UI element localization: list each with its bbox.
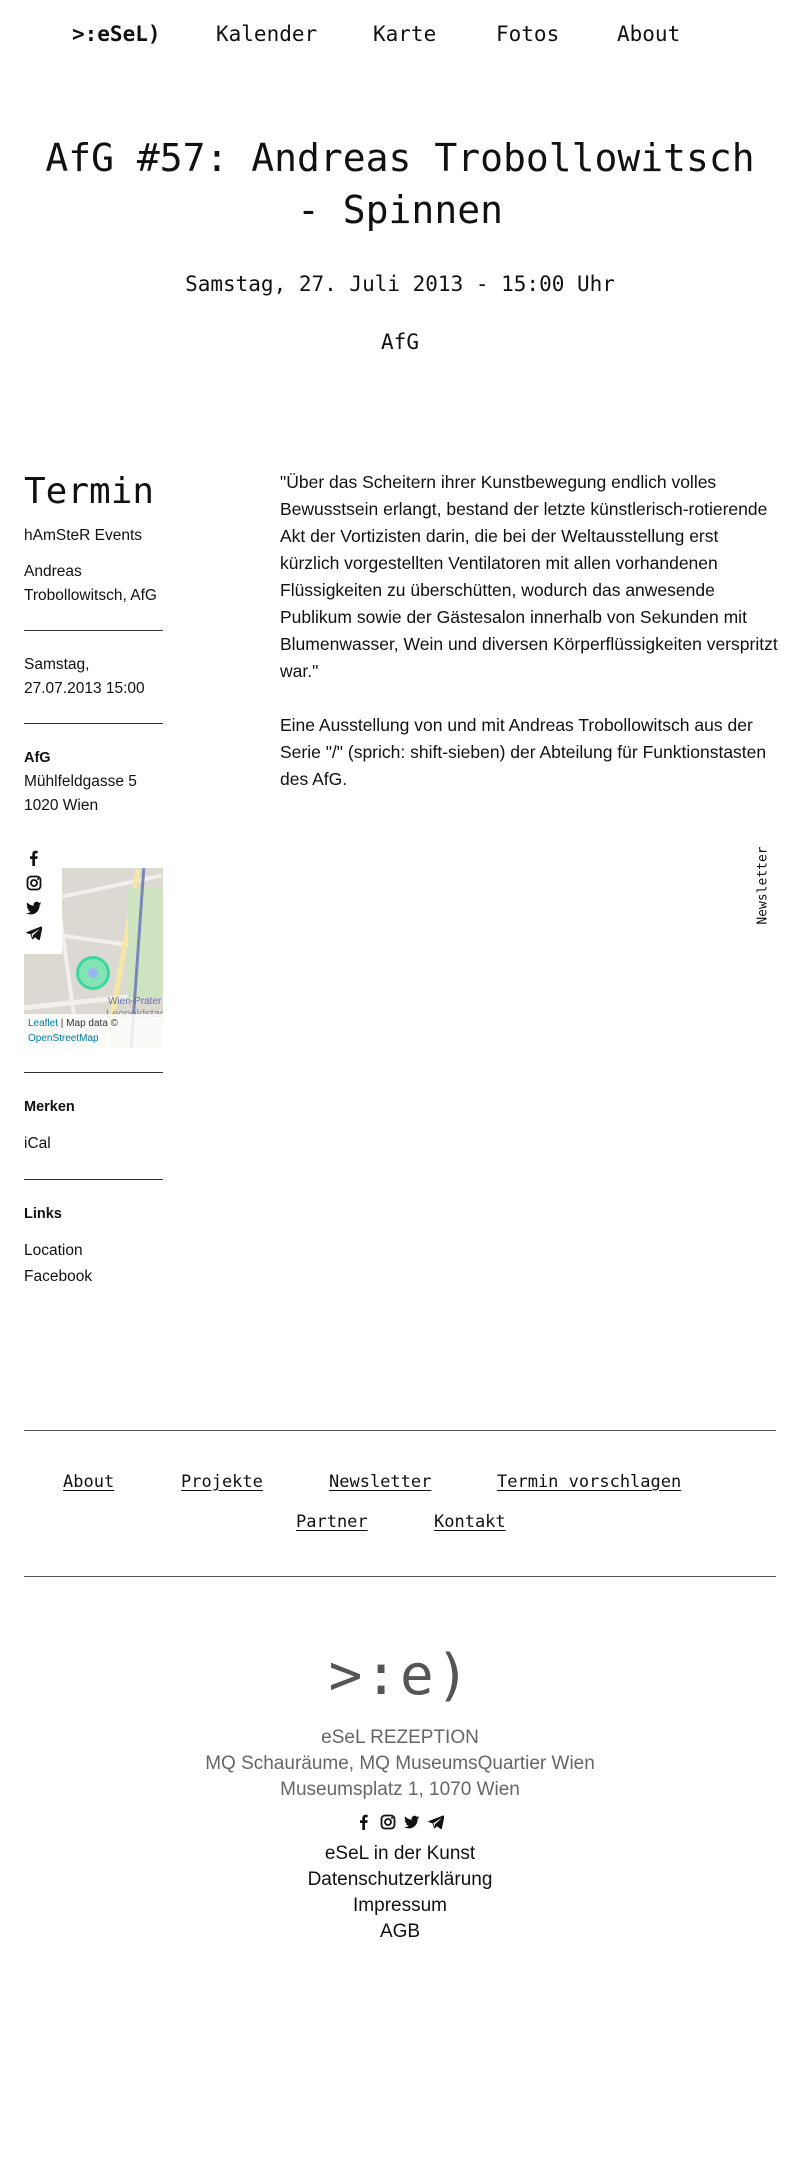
map-attribution bbox=[24, 1014, 163, 1048]
event-category: hAmSteR Events bbox=[24, 527, 143, 544]
footer-org-name: eSeL REZEPTION bbox=[321, 1727, 479, 1748]
telegram-icon[interactable] bbox=[26, 925, 42, 941]
divider bbox=[24, 630, 163, 631]
footer-logo: >:e) bbox=[328, 1643, 472, 1708]
top-navigation bbox=[0, 22, 800, 52]
venue-city: 1020 Wien bbox=[24, 797, 99, 814]
nav-item-kalender[interactable]: Kalender bbox=[216, 22, 318, 46]
map-label-prater: Wien-Prater bbox=[108, 996, 162, 1007]
twitter-icon[interactable] bbox=[26, 900, 42, 916]
footer-social-icons bbox=[356, 1814, 446, 1834]
event-sidebar bbox=[24, 470, 164, 818]
twitter-icon[interactable] bbox=[404, 1814, 420, 1830]
sidebar-lower bbox=[24, 1072, 164, 1290]
leaflet-link[interactable]: Leaflet bbox=[28, 1018, 59, 1029]
map-attribution-text: | Map data © bbox=[58, 1018, 119, 1029]
event-description bbox=[280, 469, 780, 820]
event-date: Samstag, 27. Juli 2013 - 15:00 Uhr bbox=[185, 272, 615, 296]
event-organizer: AfG bbox=[381, 330, 419, 354]
footer-link-partner[interactable]: Partner bbox=[296, 1512, 368, 1532]
newsletter-tab-label: Newsletter bbox=[755, 846, 771, 925]
footer-link-datenschutz[interactable]: Datenschutzerklärung bbox=[307, 1869, 493, 1890]
divider bbox=[24, 1179, 163, 1180]
merken-heading: Merken bbox=[24, 1099, 75, 1115]
footer-address-line1: MQ Schauräume, MQ MuseumsQuartier Wien bbox=[205, 1753, 595, 1774]
facebook-link[interactable]: Facebook bbox=[24, 1268, 93, 1285]
footer-divider-bottom bbox=[24, 1576, 776, 1577]
venue-street: Mühlfeldgasse 5 bbox=[24, 773, 137, 790]
instagram-icon[interactable] bbox=[380, 1814, 396, 1830]
divider bbox=[24, 723, 163, 724]
newsletter-tab[interactable] bbox=[752, 848, 774, 928]
footer-link-newsletter[interactable]: Newsletter bbox=[329, 1472, 432, 1492]
footer-link-impressum[interactable]: Impressum bbox=[353, 1895, 447, 1916]
venue-name: AfG bbox=[24, 750, 51, 766]
site-logo[interactable]: >:eSeL) bbox=[72, 22, 161, 46]
sidebar-heading: Termin bbox=[24, 471, 155, 512]
footer-link-esel-in-der-kunst[interactable]: eSeL in der Kunst bbox=[324, 1843, 476, 1864]
description-paragraph: Eine Ausstellung von und mit Andreas Trobollowitsch aus der Serie "/" (sprich: shift-sieben) der Abteilung für Funktionstasten des AfG. bbox=[280, 715, 767, 789]
footer-link-about[interactable]: About bbox=[63, 1472, 115, 1492]
event-title: AfG #57: Andreas Trobollowitsch - Spinnen bbox=[45, 136, 755, 232]
facebook-icon[interactable] bbox=[26, 850, 42, 866]
footer-divider-top bbox=[24, 1430, 776, 1431]
event-people: Andreas Trobollowitsch, AfG bbox=[24, 563, 157, 604]
description-paragraph: "Über das Scheitern ihrer Kunstbewegung endlich volles Bewusstsein erlangt, bestand der letzte künstlerisch-rotierende Akt der Vortizisten darin, die bei der Weltausstellung erst kürzlich vorgestellten Ventilatoren mit allen vorhandenen Flüssigkeiten zu überschütten, wodurch das anwesende Publikum sowie der Gästesalon innerhalb von Sekunden mit Blumenwasser, Wein und diversen Körperflüssigkeiten verspritzt war." bbox=[280, 472, 778, 681]
footer-address-line2: Museumsplatz 1, 1070 Wien bbox=[280, 1779, 520, 1800]
footer-link-projekte[interactable]: Projekte bbox=[181, 1472, 263, 1492]
footer-link-kontakt[interactable]: Kontakt bbox=[434, 1512, 506, 1532]
ical-link[interactable]: iCal bbox=[24, 1135, 51, 1152]
location-link[interactable]: Location bbox=[24, 1242, 83, 1259]
nav-item-fotos[interactable]: Fotos bbox=[496, 22, 560, 46]
openstreetmap-link[interactable]: OpenStreetMap bbox=[28, 1033, 99, 1044]
nav-item-about[interactable]: About bbox=[617, 22, 681, 46]
social-share-strip bbox=[24, 842, 62, 954]
facebook-icon[interactable] bbox=[356, 1814, 372, 1830]
telegram-icon[interactable] bbox=[428, 1814, 444, 1830]
nav-item-karte[interactable]: Karte bbox=[373, 22, 437, 46]
event-datetime: Samstag, 27.07.2013 15:00 bbox=[24, 656, 145, 697]
links-heading: Links bbox=[24, 1206, 62, 1222]
map-marker[interactable] bbox=[76, 956, 110, 990]
instagram-icon[interactable] bbox=[26, 875, 42, 891]
divider bbox=[24, 1072, 163, 1073]
footer-link-agb[interactable]: AGB bbox=[379, 1921, 421, 1942]
footer-link-termin-vorschlagen[interactable]: Termin vorschlagen bbox=[497, 1472, 682, 1492]
